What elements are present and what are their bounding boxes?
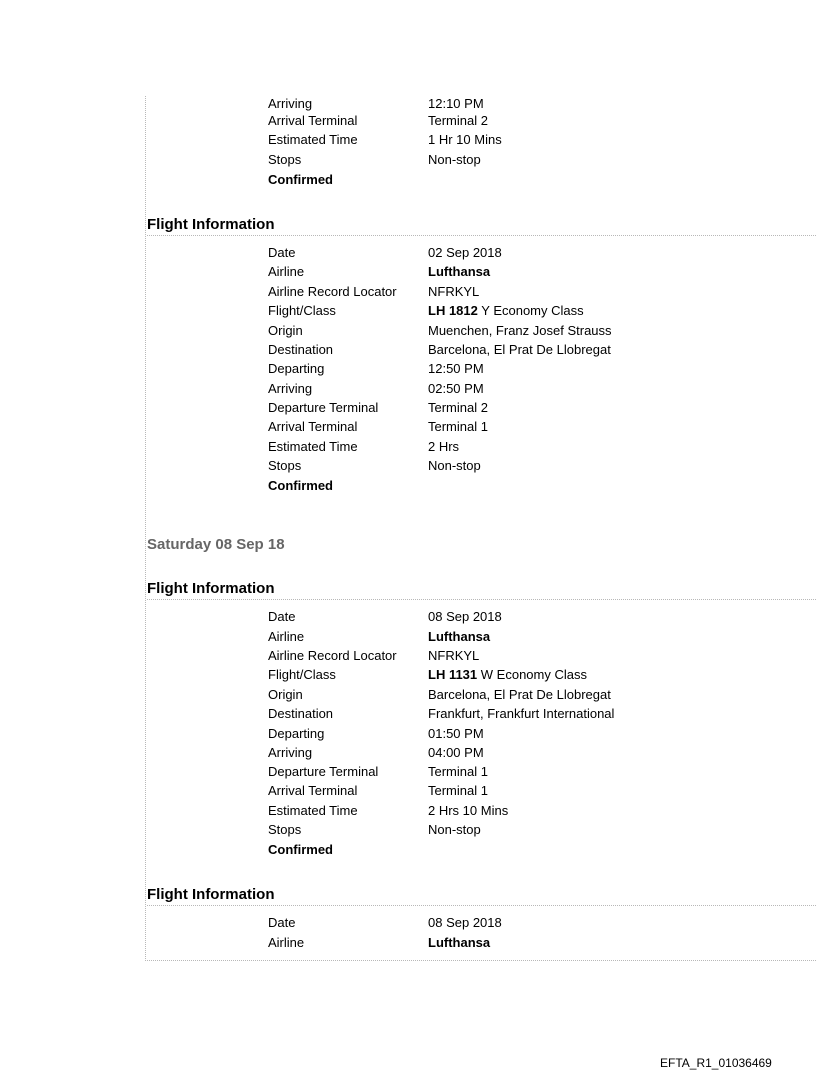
field-value-arrival-terminal: Terminal 1 [428,419,488,434]
document-id: EFTA_R1_01036469 [660,1056,772,1070]
field-label-airline: Airline [268,935,305,950]
field-value-origin: Muenchen, Franz Josef Strauss [428,323,612,338]
field-value-airline: Lufthansa [428,629,491,644]
field-label-arrival-terminal: Arrival Terminal [268,419,358,434]
field-label-origin: Origin [268,687,303,702]
field-value-departure-terminal: Terminal 1 [428,764,488,779]
field-value-estimated-time: 2 Hrs [428,439,460,454]
field-value-date: 08 Sep 2018 [428,609,502,624]
field-value-airline: Lufthansa [428,935,491,950]
field-label: Arrival Terminal [268,113,358,128]
field-value-arrival-terminal: Terminal 1 [428,783,488,798]
field-label-stops: Stops [268,822,302,837]
field-value-airline: Lufthansa [428,264,491,279]
field-value-arriving: 04:00 PM [428,745,484,760]
fare-class: W Economy Class [480,667,587,682]
field-value-stops: Non-stop [428,822,481,837]
status-confirmed: Confirmed [268,478,333,493]
field-value-record-locator: NFRKYL [428,648,480,663]
field-label-date: Date [268,245,296,260]
field-value-stops: Non-stop [428,458,481,473]
field-label-airline: Airline [268,629,305,644]
fare-class: Y Economy Class [481,303,584,318]
field-label-flight-class: Flight/Class [268,303,336,318]
field-value-destination: Barcelona, El Prat De Llobregat [428,342,611,357]
field-label-arriving: Arriving [268,745,313,760]
field-label-record-locator: Airline Record Locator [268,648,397,663]
field-value: Terminal 2 [428,113,488,128]
field-value-record-locator: NFRKYL [428,284,480,299]
field-label-estimated-time: Estimated Time [268,439,358,454]
field-label-departing: Departing [268,361,325,376]
field-label-origin: Origin [268,323,303,338]
field-label-record-locator: Airline Record Locator [268,284,397,299]
field-label-departure-terminal: Departure Terminal [268,764,379,779]
field-label-departing: Departing [268,726,325,741]
field-label-airline: Airline [268,264,305,279]
flight-number: LH 1131 [428,667,478,682]
section-title-flight-information: Flight Information [147,886,816,906]
field-value-destination: Frankfurt, Frankfurt International [428,706,615,721]
field-value-origin: Barcelona, El Prat De Llobregat [428,687,611,702]
field-label-destination: Destination [268,706,334,721]
field-label: Stops [268,152,302,167]
status-confirmed: Confirmed [268,172,333,187]
field-value: Non-stop [428,152,481,167]
field-value-estimated-time: 2 Hrs 10 Mins [428,803,509,818]
status-confirmed: Confirmed [268,842,333,857]
field-label-flight-class: Flight/Class [268,667,336,682]
field-label: Arriving [268,96,313,111]
field-value-date: 02 Sep 2018 [428,245,502,260]
field-value-flight-class [428,302,584,320]
field-label-destination: Destination [268,342,334,357]
field-label-departure-terminal: Departure Terminal [268,400,379,415]
field-value: 12:10 PM [428,96,484,111]
field-label-arriving: Arriving [268,381,313,396]
field-value-arriving: 02:50 PM [428,381,484,396]
day-heading: Saturday 08 Sep 18 [147,536,285,553]
field-label-stops: Stops [268,458,302,473]
field-value-departure-terminal: Terminal 2 [428,400,488,415]
field-value-departing: 12:50 PM [428,361,484,376]
field-label: Estimated Time [268,132,358,147]
field-label-arrival-terminal: Arrival Terminal [268,783,358,798]
field-value-departing: 01:50 PM [428,726,484,741]
field-label-estimated-time: Estimated Time [268,803,358,818]
flight-number: LH 1812 [428,303,478,318]
field-value-flight-class [428,666,587,684]
field-label-date: Date [268,609,296,624]
field-value: 1 Hr 10 Mins [428,132,502,147]
field-label-date: Date [268,915,296,930]
field-value-date: 08 Sep 2018 [428,915,502,930]
section-title-flight-information: Flight Information [147,216,816,236]
section-title-flight-information: Flight Information [147,580,816,600]
